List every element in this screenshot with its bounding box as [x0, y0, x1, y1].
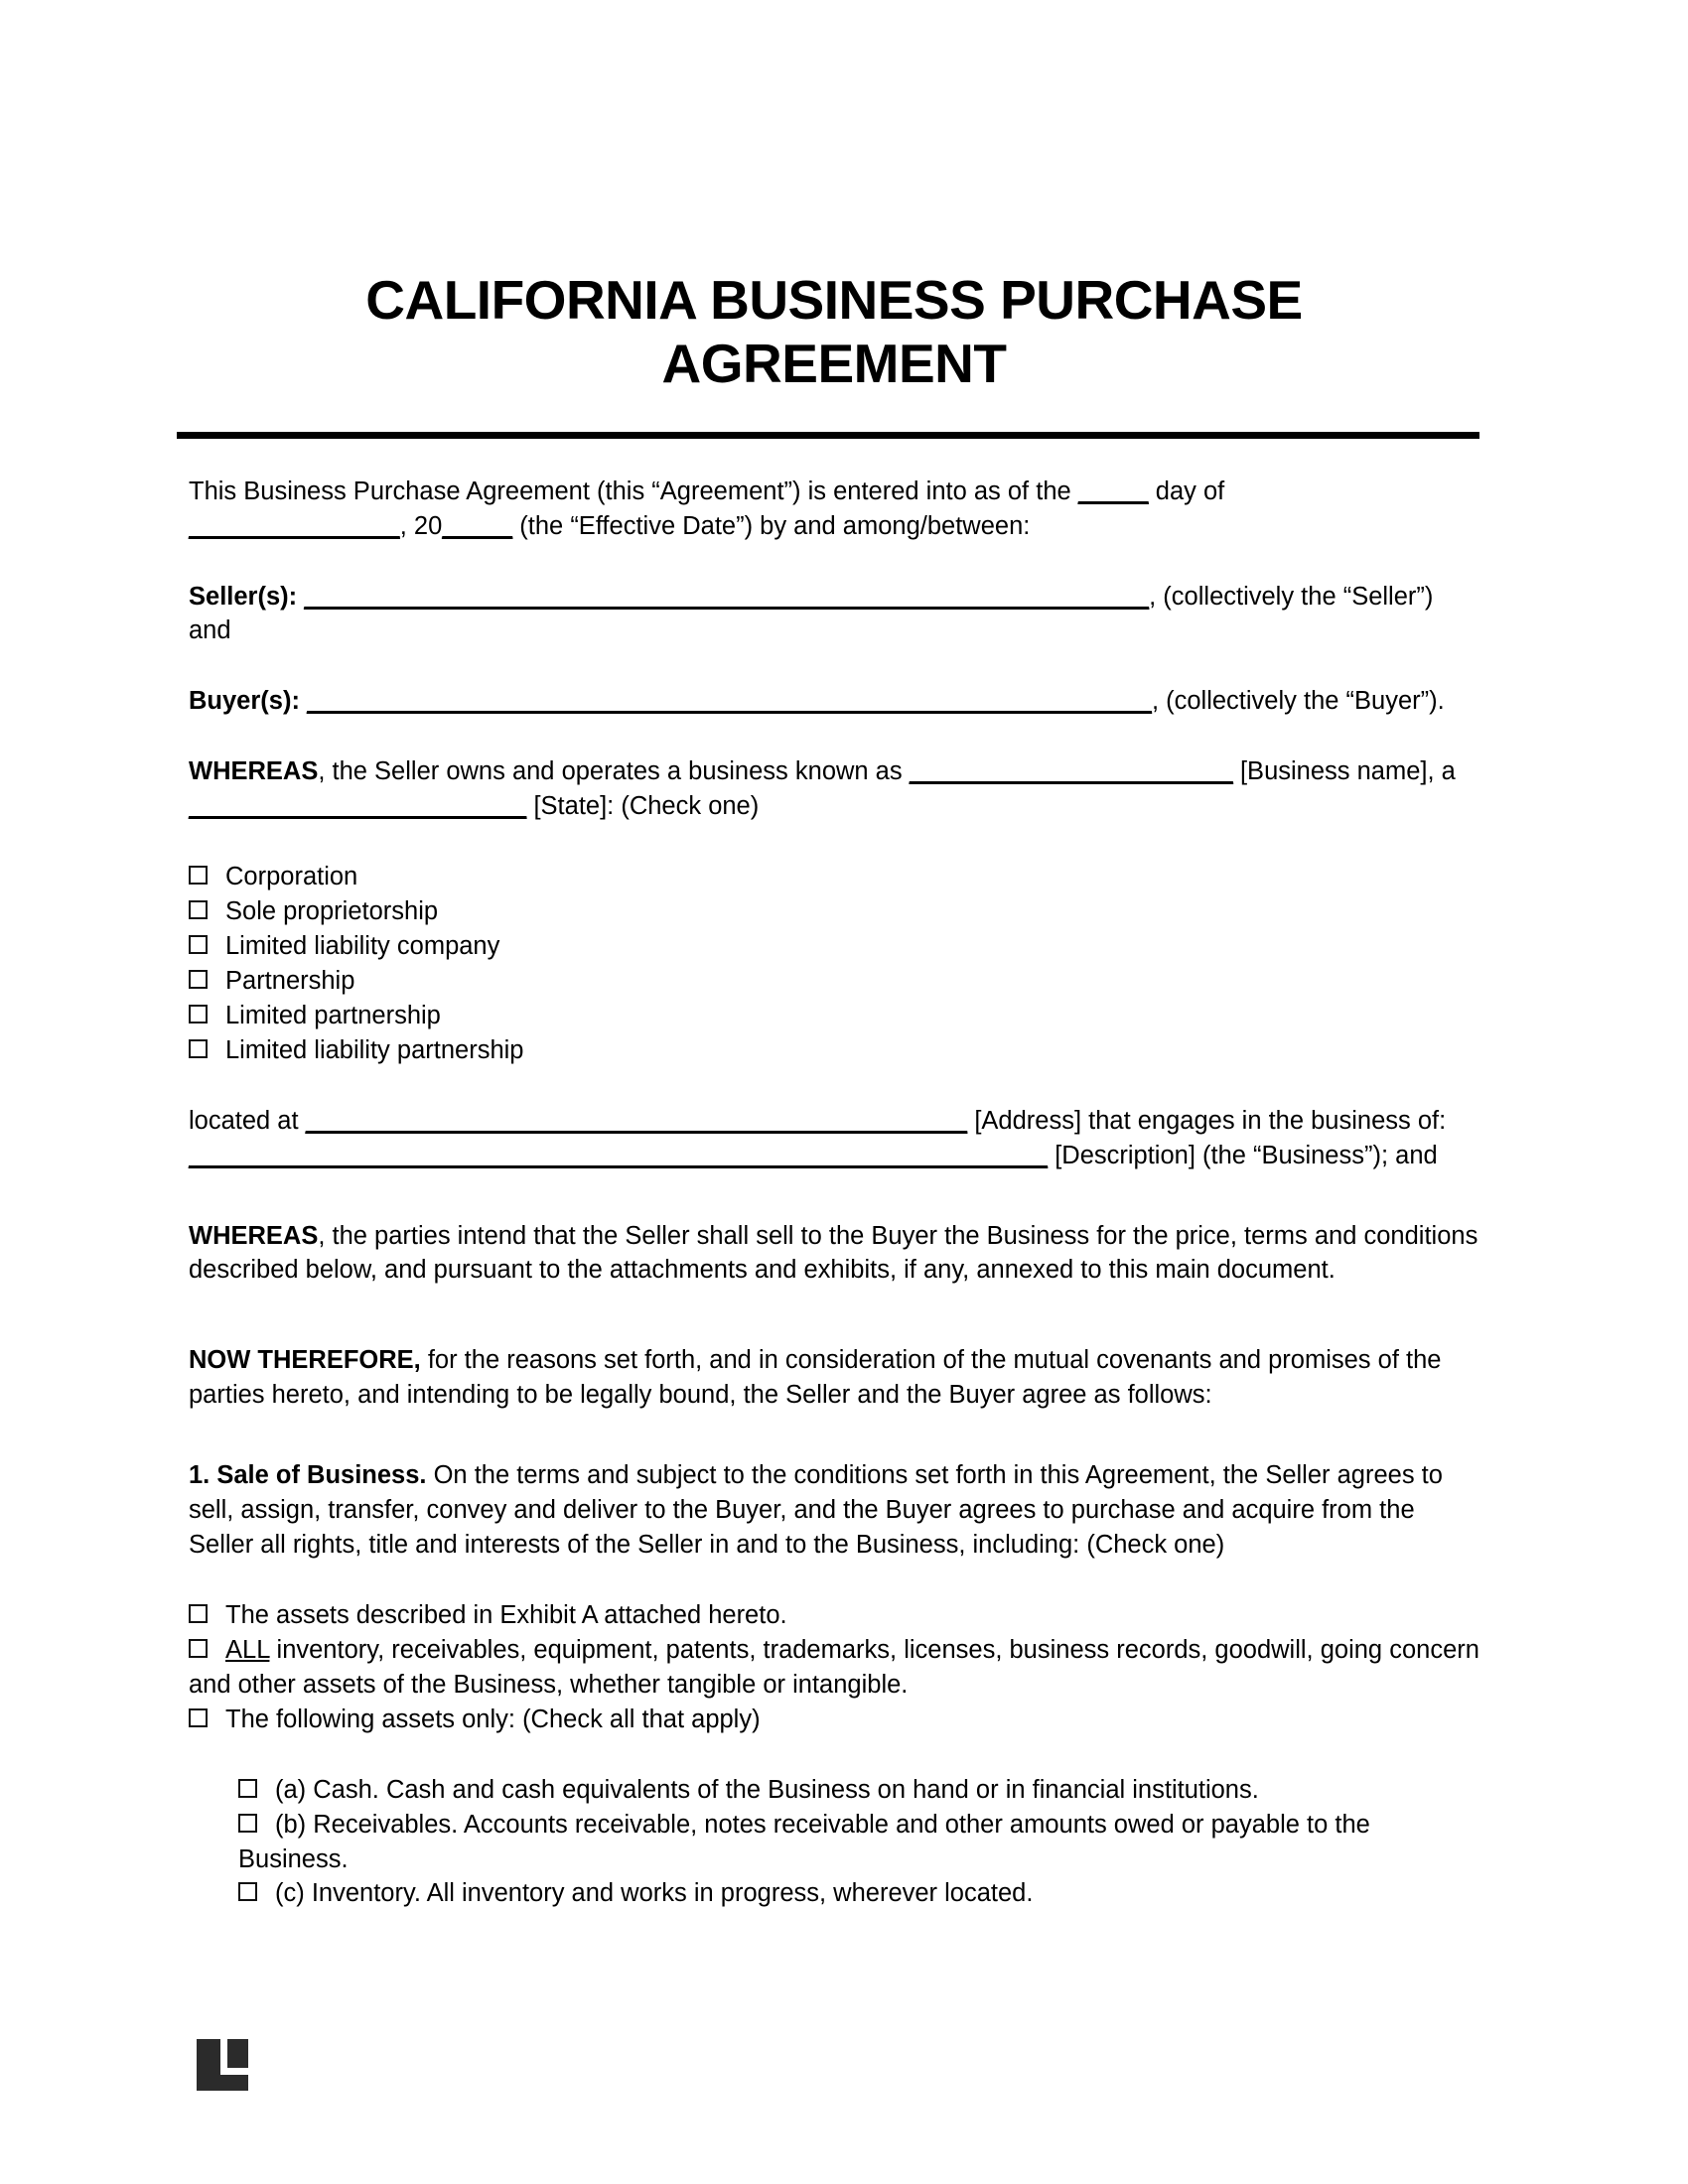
seller-label: Seller(s):	[189, 582, 298, 611]
entity-type-option[interactable]	[189, 929, 1479, 964]
entity-type-option[interactable]	[189, 1033, 1479, 1068]
legal-templates-logo	[195, 2037, 250, 2093]
spacer	[189, 1563, 1479, 1598]
seller-suffix: , (collectively the “Seller”) and	[189, 582, 1434, 645]
buyer-suffix: , (collectively the “Buyer”).	[1151, 687, 1445, 716]
intro-paragraph	[189, 475, 1479, 544]
page-title: CALIFORNIA BUSINESS PURCHASE AGREEMENT	[365, 269, 1303, 395]
intro-day-blank[interactable]: _____	[1077, 477, 1149, 505]
location-text-c: [Description] (the “Business”); and	[1048, 1141, 1438, 1169]
checkbox-icon[interactable]	[189, 1039, 208, 1058]
checkbox-icon[interactable]	[238, 1814, 257, 1833]
checkbox-icon[interactable]	[189, 1708, 208, 1727]
location-paragraph	[189, 1104, 1479, 1173]
spacer	[189, 1068, 1479, 1104]
buyer-line	[189, 684, 1479, 719]
asset-option-emphasis: ALL	[225, 1635, 270, 1664]
spacer	[189, 1173, 1479, 1219]
seller-line	[189, 580, 1479, 649]
checkbox-icon[interactable]	[238, 1882, 257, 1901]
asset-sub-option[interactable]	[238, 1808, 1479, 1877]
whereas-business-paragraph	[189, 754, 1479, 824]
entity-type-label: Limited liability partnership	[225, 1035, 524, 1064]
checkbox-icon[interactable]	[189, 1639, 208, 1658]
checkbox-icon[interactable]	[189, 866, 208, 885]
checkbox-icon[interactable]	[189, 970, 208, 989]
asset-option-label: The assets described in Exhibit A attached hereto.	[225, 1600, 787, 1629]
asset-sub-option-label: (b) Receivables. Accounts receivable, notes receivable and other amounts owed or payable to the Business.	[238, 1810, 1370, 1873]
intro-year-blank[interactable]: _____	[442, 511, 513, 540]
section-1-body: On the terms and subject to the conditions set forth in this Agreement, the Seller agrees to sell, assign, transfer, convey and deliver to the Buyer, and the Buyer agrees to purchase and acquire from the Seller all rights, title and interests of the Seller in and to the Business, including: (Check one)	[189, 1461, 1443, 1560]
entity-type-option[interactable]	[189, 964, 1479, 999]
asset-sub-option[interactable]	[238, 1876, 1479, 1911]
whereas-text-a: , the Seller owns and operates a business known as	[318, 757, 910, 786]
checkbox-icon[interactable]	[189, 1005, 208, 1024]
spacer	[189, 719, 1479, 754]
entity-type-checkbox-list	[189, 860, 1479, 1068]
whereas-lead: WHEREAS	[189, 757, 319, 786]
asset-option[interactable]	[189, 1598, 1479, 1633]
document-content	[189, 268, 1479, 1911]
checkbox-icon[interactable]	[189, 900, 208, 919]
asset-option[interactable]	[189, 1703, 1479, 1737]
spacer	[189, 544, 1479, 580]
entity-type-label: Corporation	[225, 863, 358, 891]
spacer	[189, 1413, 1479, 1458]
asset-sub-option-label: (c) Inventory. All inventory and works in progress, wherever located.	[275, 1879, 1034, 1908]
section-1-paragraph	[189, 1458, 1479, 1563]
checkbox-icon[interactable]	[189, 935, 208, 954]
whereas-intent-text: , the parties intend that the Seller shall sell to the Buyer the Business for the price, terms and conditions described below, and pursuant to the attachments and exhibits, if any, annexed to this main document.	[189, 1221, 1478, 1285]
intro-month-blank[interactable]: _______________	[189, 511, 400, 540]
intro-text-c: , 20	[399, 511, 443, 540]
location-text-a: located at	[189, 1106, 306, 1135]
spacer	[189, 439, 1479, 475]
buyer-name-blank[interactable]: ____________________________________________________________	[307, 687, 1152, 716]
intro-text-d: (the “Effective Date”) by and among/between:	[512, 511, 1031, 540]
location-text-b: [Address] that engages in the business of:	[967, 1106, 1447, 1135]
asset-sub-option-list	[189, 1773, 1479, 1912]
address-blank[interactable]: _______________________________________________	[305, 1106, 968, 1135]
spacer	[189, 1288, 1479, 1343]
spacer	[189, 648, 1479, 684]
asset-option-label: The following assets only: (Check all that apply)	[225, 1705, 761, 1733]
asset-option-label: inventory, receivables, equipment, patents, trademarks, licenses, business records, goodwill, going concern and other assets of the Business, whether tangible or intangible.	[189, 1635, 1479, 1699]
entity-type-label: Partnership	[225, 966, 355, 995]
state-blank[interactable]: ________________________	[189, 792, 527, 821]
entity-type-label: Sole proprietorship	[225, 897, 439, 926]
asset-sub-option-label: (a) Cash. Cash and cash equivalents of the Business on hand or in financial institutions.	[275, 1775, 1259, 1804]
whereas-intent-paragraph	[189, 1219, 1479, 1289]
now-therefore-paragraph	[189, 1343, 1479, 1413]
buyer-label: Buyer(s):	[189, 687, 300, 716]
title-divider	[177, 432, 1479, 439]
entity-type-label: Limited liability company	[225, 931, 500, 960]
business-name-blank[interactable]: _______________________	[909, 757, 1233, 786]
whereas-text-c: [State]: (Check one)	[526, 792, 760, 821]
asset-option[interactable]	[189, 1633, 1479, 1703]
description-blank[interactable]: _____________________________________________________________	[189, 1141, 1049, 1169]
seller-name-blank[interactable]: ____________________________________________________________	[304, 582, 1150, 611]
spacer	[189, 824, 1479, 860]
asset-option-list	[189, 1598, 1479, 1737]
entity-type-label: Limited partnership	[225, 1001, 441, 1029]
intro-text-b: day of	[1148, 477, 1225, 505]
checkbox-icon[interactable]	[189, 1604, 208, 1623]
asset-sub-option[interactable]	[238, 1773, 1479, 1808]
entity-type-option[interactable]	[189, 894, 1479, 929]
section-1-heading: 1. Sale of Business.	[189, 1461, 427, 1490]
checkbox-icon[interactable]	[238, 1779, 257, 1798]
entity-type-option[interactable]	[189, 860, 1479, 894]
intro-text-a: This Business Purchase Agreement (this “Agreement”) is entered into as of the	[189, 477, 1078, 505]
now-therefore-lead: NOW THEREFORE,	[189, 1346, 421, 1375]
whereas-lead: WHEREAS	[189, 1221, 319, 1250]
entity-type-option[interactable]	[189, 999, 1479, 1033]
whereas-text-b: [Business name], a	[1232, 757, 1456, 786]
spacer	[189, 1737, 1479, 1773]
now-therefore-text: for the reasons set forth, and in consideration of the mutual covenants and promises of the parties hereto, and intending to be legally bound, the Seller and the Buyer agree as follows:	[189, 1346, 1442, 1410]
